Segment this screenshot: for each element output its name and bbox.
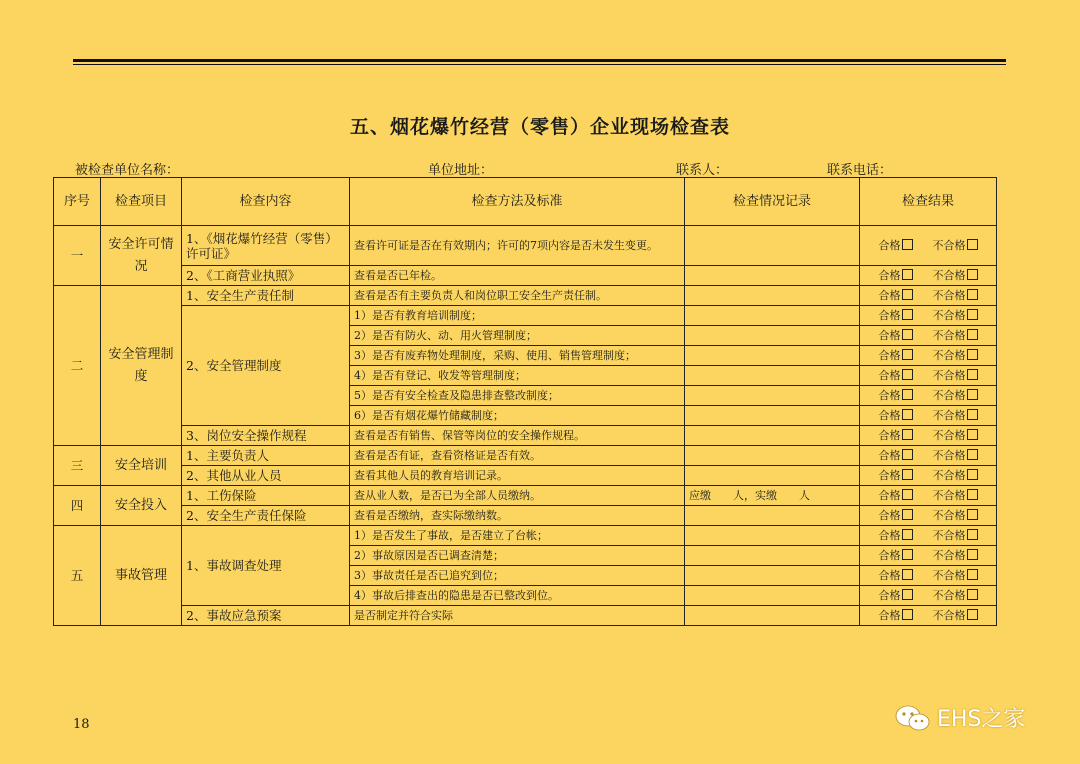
table-row (54, 266, 997, 286)
fail-label: 不合格 (932, 469, 966, 482)
pass-label: 合格 (878, 549, 901, 562)
fail-checkbox[interactable] (967, 449, 978, 460)
check-result (860, 266, 997, 286)
check-content: 2、事故应急预案 (182, 606, 350, 626)
pass-checkbox[interactable] (902, 289, 913, 300)
col-header-record: 检查情况记录 (685, 178, 860, 226)
section-item: 安全许可情况 (101, 226, 182, 286)
check-record (685, 266, 860, 286)
col-header-content: 检查内容 (182, 178, 350, 226)
pass-label: 合格 (878, 329, 901, 342)
fail-checkbox[interactable] (967, 329, 978, 340)
fail-checkbox[interactable] (967, 239, 978, 250)
pass-label: 合格 (878, 449, 901, 462)
col-header-index: 序号 (54, 178, 101, 226)
unit-name-label: 被检查单位名称： (75, 163, 180, 178)
pass-label: 合格 (878, 529, 901, 542)
table-row (54, 486, 997, 506)
fail-label: 不合格 (932, 609, 966, 622)
top-rule (73, 59, 1006, 65)
check-record (685, 526, 860, 546)
col-header-result: 检查结果 (860, 178, 997, 226)
check-record (685, 326, 860, 346)
section-number: 四 (54, 486, 101, 526)
check-record (685, 346, 860, 366)
check-record (685, 406, 860, 426)
fail-label: 不合格 (932, 589, 966, 602)
check-result (860, 586, 997, 606)
fail-checkbox[interactable] (967, 409, 978, 420)
pass-checkbox[interactable] (902, 329, 913, 340)
check-result (860, 566, 997, 586)
fail-checkbox[interactable] (967, 469, 978, 480)
check-method: 查看是否有证，查看资格证是否有效。 (350, 446, 685, 466)
pass-checkbox[interactable] (902, 449, 913, 460)
check-result (860, 346, 997, 366)
check-record: 应缴 人，实缴 人 (685, 486, 860, 506)
check-result (860, 386, 997, 406)
check-method: 4）事故后排查出的隐患是否已整改到位。 (350, 586, 685, 606)
fail-checkbox[interactable] (967, 309, 978, 320)
fail-checkbox[interactable] (967, 569, 978, 580)
check-result (860, 446, 997, 466)
pass-checkbox[interactable] (902, 589, 913, 600)
table-row (54, 286, 997, 306)
pass-checkbox[interactable] (902, 609, 913, 620)
fail-checkbox[interactable] (967, 369, 978, 380)
fail-checkbox[interactable] (967, 349, 978, 360)
fail-checkbox[interactable] (967, 509, 978, 520)
pass-checkbox[interactable] (902, 369, 913, 380)
fail-checkbox[interactable] (967, 609, 978, 620)
check-content: 1、事故调查处理 (182, 526, 350, 606)
pass-checkbox[interactable] (902, 239, 913, 250)
fail-label: 不合格 (932, 509, 966, 522)
col-header-method: 检查方法及标准 (350, 178, 685, 226)
fail-label: 不合格 (932, 349, 966, 362)
check-record (685, 426, 860, 446)
fail-label: 不合格 (932, 369, 966, 382)
contact-label: 联系人： (676, 163, 729, 178)
pass-label: 合格 (878, 289, 901, 302)
check-record (685, 506, 860, 526)
check-method: 3）是否有废弃物处理制度，采购、使用、销售管理制度； (350, 346, 685, 366)
check-result (860, 226, 997, 266)
check-record (685, 586, 860, 606)
pass-checkbox[interactable] (902, 429, 913, 440)
address-label: 单位地址： (428, 163, 494, 178)
fail-label: 不合格 (932, 309, 966, 322)
pass-checkbox[interactable] (902, 309, 913, 320)
wechat-icon (893, 703, 933, 733)
pass-label: 合格 (878, 609, 901, 622)
check-method: 查看许可证是否在有效期内；许可的7项内容是否未发生变更。 (350, 226, 685, 266)
check-result (860, 426, 997, 446)
pass-label: 合格 (878, 239, 901, 252)
check-method: 查看是否有销售、保管等岗位的安全操作规程。 (350, 426, 685, 446)
watermark (893, 702, 1025, 733)
check-result (860, 506, 997, 526)
pass-checkbox[interactable] (902, 549, 913, 560)
check-record (685, 226, 860, 266)
fail-checkbox[interactable] (967, 429, 978, 440)
fail-label: 不合格 (932, 239, 966, 252)
check-content: 2、安全管理制度 (182, 306, 350, 426)
pass-label: 合格 (878, 509, 901, 522)
fail-checkbox[interactable] (967, 549, 978, 560)
check-method: 4）是否有登记、收发等管理制度； (350, 366, 685, 386)
pass-checkbox[interactable] (902, 469, 913, 480)
check-record (685, 446, 860, 466)
section-number: 五 (54, 526, 101, 626)
check-record (685, 546, 860, 566)
table-row (54, 226, 997, 266)
table-row (54, 506, 997, 526)
pass-label: 合格 (878, 369, 901, 382)
table-header-row (54, 178, 997, 226)
pass-checkbox[interactable] (902, 569, 913, 580)
check-method: 查从业人数，是否已为全部人员缴纳。 (350, 486, 685, 506)
fail-checkbox[interactable] (967, 269, 978, 280)
page-number: 18 (73, 717, 90, 732)
pass-label: 合格 (878, 569, 901, 582)
check-content: 1、工伤保险 (182, 486, 350, 506)
pass-checkbox[interactable] (902, 409, 913, 420)
pass-checkbox[interactable] (902, 529, 913, 540)
check-record (685, 566, 860, 586)
pass-checkbox[interactable] (902, 349, 913, 360)
fail-label: 不合格 (932, 449, 966, 462)
pass-label: 合格 (878, 269, 901, 282)
check-method: 2）事故原因是否已调查清楚； (350, 546, 685, 566)
check-result (860, 366, 997, 386)
check-method: 1）是否有教育培训制度； (350, 306, 685, 326)
check-method: 6）是否有烟花爆竹储藏制度； (350, 406, 685, 426)
page-title: 五、烟花爆竹经营（零售）企业现场检查表 (349, 116, 730, 138)
pass-checkbox[interactable] (902, 509, 913, 520)
section-number: 二 (54, 286, 101, 446)
check-result (860, 406, 997, 426)
check-record (685, 286, 860, 306)
check-content: 1、《烟花爆竹经营（零售）许可证》 (182, 226, 350, 266)
section-number: 三 (54, 446, 101, 486)
check-result (860, 326, 997, 346)
check-method: 1）是否发生了事故，是否建立了台帐； (350, 526, 685, 546)
fail-label: 不合格 (932, 549, 966, 562)
check-method: 查看是否缴纳，查实际缴纳数。 (350, 506, 685, 526)
check-result (860, 286, 997, 306)
check-result (860, 306, 997, 326)
check-content: 3、岗位安全操作规程 (182, 426, 350, 446)
check-method: 3）事故责任是否已追究到位； (350, 566, 685, 586)
fail-label: 不合格 (932, 389, 966, 402)
fail-label: 不合格 (932, 529, 966, 542)
watermark-text: EHS之家 (937, 707, 1026, 732)
fail-label: 不合格 (932, 489, 966, 502)
check-content: 1、安全生产责任制 (182, 286, 350, 306)
pass-checkbox[interactable] (902, 269, 913, 280)
pass-label: 合格 (878, 349, 901, 362)
check-method: 2）是否有防火、动、用火管理制度； (350, 326, 685, 346)
fail-label: 不合格 (932, 269, 966, 282)
table-row (54, 306, 997, 326)
table-row (54, 606, 997, 626)
section-item: 安全培训 (101, 446, 182, 486)
pass-label: 合格 (878, 589, 901, 602)
check-record (685, 366, 860, 386)
section-number: 一 (54, 226, 101, 286)
table-row (54, 466, 997, 486)
check-result (860, 606, 997, 626)
table-row (54, 526, 997, 546)
check-method: 查看其他人员的教育培训记录。 (350, 466, 685, 486)
check-record (685, 386, 860, 406)
pass-label: 合格 (878, 409, 901, 422)
check-content: 2、《工商营业执照》 (182, 266, 350, 286)
table-row (54, 446, 997, 466)
check-result (860, 546, 997, 566)
fail-label: 不合格 (932, 569, 966, 582)
fail-label: 不合格 (932, 289, 966, 302)
fail-label: 不合格 (932, 329, 966, 342)
fail-checkbox[interactable] (967, 529, 978, 540)
fail-label: 不合格 (932, 429, 966, 442)
fail-checkbox[interactable] (967, 289, 978, 300)
check-record (685, 606, 860, 626)
inspection-table (53, 177, 997, 626)
section-item: 安全管理制度 (101, 286, 182, 446)
check-method: 5）是否有安全检查及隐患排查整改制度； (350, 386, 685, 406)
table-row (54, 426, 997, 446)
check-content: 1、主要负责人 (182, 446, 350, 466)
pass-label: 合格 (878, 469, 901, 482)
fail-checkbox[interactable] (967, 489, 978, 500)
check-result (860, 526, 997, 546)
phone-label: 联系电话： (827, 163, 893, 178)
pass-checkbox[interactable] (902, 389, 913, 400)
check-method: 是否制定并符合实际 (350, 606, 685, 626)
pass-label: 合格 (878, 389, 901, 402)
check-result (860, 466, 997, 486)
check-method: 查看是否已年检。 (350, 266, 685, 286)
check-method: 查看是否有主要负责人和岗位职工安全生产责任制。 (350, 286, 685, 306)
fail-label: 不合格 (932, 409, 966, 422)
col-header-item: 检查项目 (101, 178, 182, 226)
pass-label: 合格 (878, 489, 901, 502)
pass-checkbox[interactable] (902, 489, 913, 500)
table-body (54, 226, 997, 626)
check-content: 2、安全生产责任保险 (182, 506, 350, 526)
fail-checkbox[interactable] (967, 589, 978, 600)
pass-label: 合格 (878, 429, 901, 442)
check-record (685, 466, 860, 486)
fail-checkbox[interactable] (967, 389, 978, 400)
check-record (685, 306, 860, 326)
section-item: 安全投入 (101, 486, 182, 526)
check-content: 2、其他从业人员 (182, 466, 350, 486)
section-item: 事故管理 (101, 526, 182, 626)
pass-label: 合格 (878, 309, 901, 322)
check-result (860, 486, 997, 506)
